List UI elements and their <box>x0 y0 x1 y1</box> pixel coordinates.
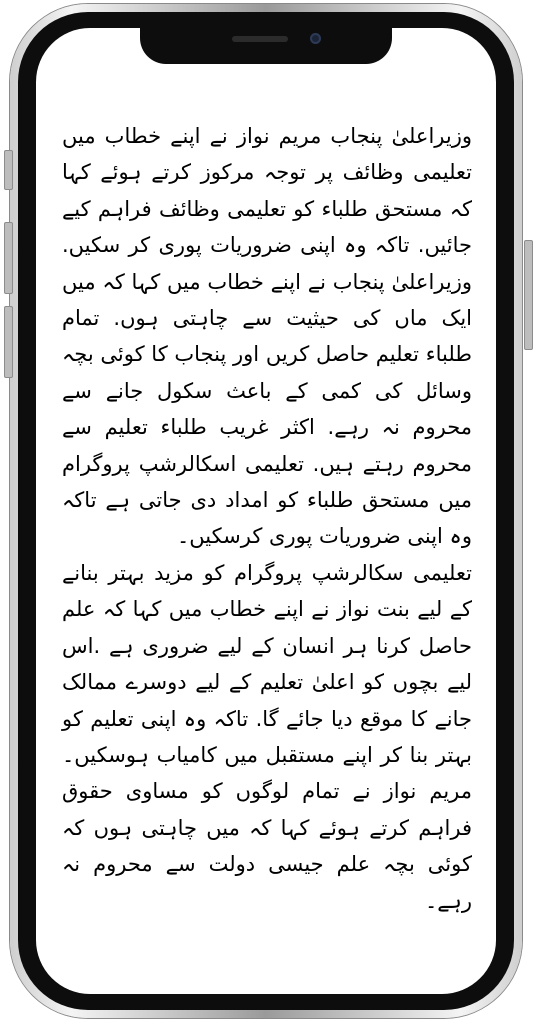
speaker-grille <box>232 36 288 42</box>
article-body <box>62 118 472 919</box>
article-paragraph-2: تعلیمی سکالرشپ پروگرام کو مزید بہتر بنانے کے لیے بنت نواز نے اپنے خطاب میں کہا کہ علم حاصل کرنا ہر انسان کے لیے ضروری ہے .اس لیے بچوں کو اعلیٰ تعلیم کے لیے دوسرے ممالک جانے کا موقع دیا جائے گا. تاکہ وہ اپنی تعلیم کو بہتر بنا کر اپنے مستقبل میں کامیاب ہوسکیں۔ مریم نواز نے تمام لوگوں کو مساوی حقوق فراہم کرتے ہوئے کہا کہ میں چاہتی ہوں کہ کوئی بچہ علم جیسی دولت سے محروم نہ رہے۔ <box>62 560 472 913</box>
front-camera-icon <box>310 33 321 44</box>
mute-switch <box>4 150 13 190</box>
article-paragraph-1: وزیراعلیٰ پنجاب مریم نواز نے اپنے خطاب میں تعلیمی وظائف پر توجہ مرکوز کرتے ہوئے کہا کہ مستحق طلباء کو تعلیمی وظائف فراہم کیے جائیں. تاکہ وہ اپنی ضروریات پوری کر سکیں. وزیراعلیٰ پنجاب نے اپنے خطاب میں کہا کہ میں ایک ماں کی حیثیت سے چاہتی ہوں. تمام طلباء تعلیم حاصل کریں اور پنجاب کا کوئی بچہ وسائل کی کمی کے باعث سکول جانے سے محروم نہ رہے. اکثر غریب طلباء تعلیم سے محروم رہتے ہیں. تعلیمی اسکالرشپ پروگرام میں مستحق طلباء کو امداد دی جاتی ہے تاکہ وہ اپنی ضروریات پوری کرسکیں۔ <box>62 124 472 549</box>
power-button <box>524 240 533 350</box>
volume-up-button <box>4 222 13 294</box>
notch <box>140 28 392 64</box>
volume-down-button <box>4 306 13 378</box>
